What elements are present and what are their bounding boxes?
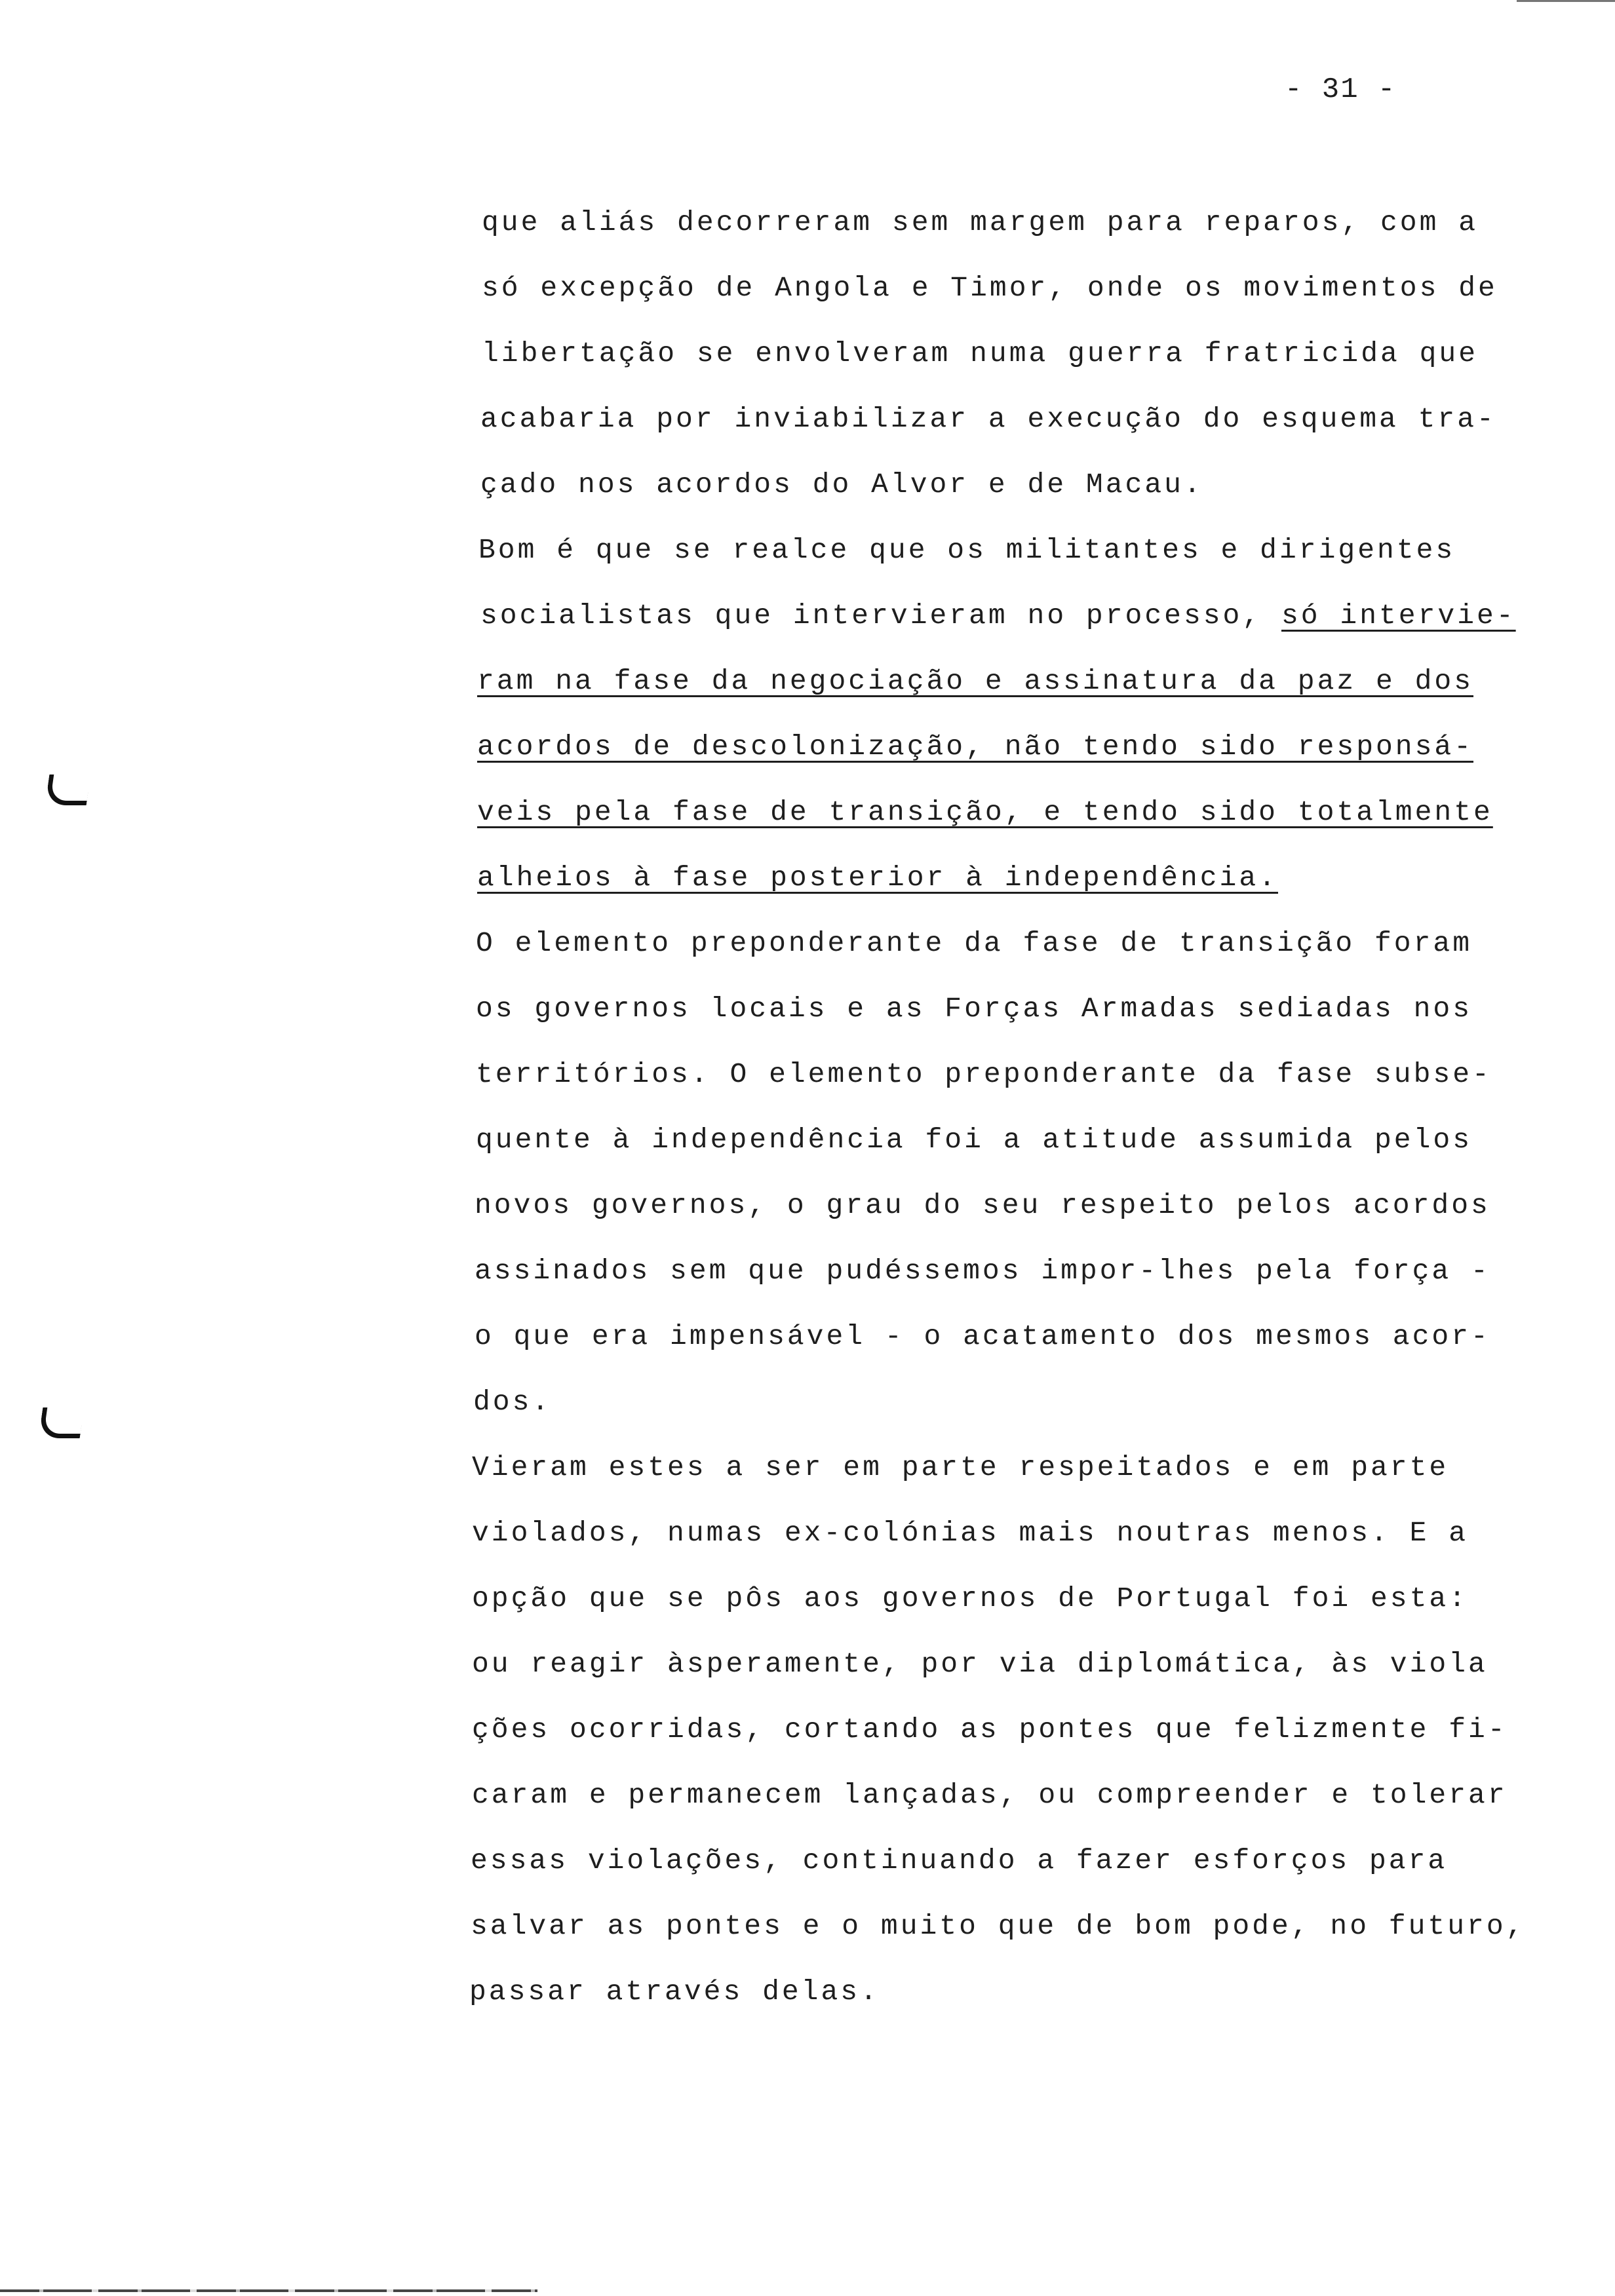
- underlined-text-line: alheios à fase posterior à independência.: [477, 862, 1278, 894]
- underlined-text-line: veis pela fase de transição, e tendo sido totalmente: [477, 796, 1493, 828]
- margin-hook-mark: [39, 1407, 85, 1438]
- text-line: que aliás decorreram sem margem para reparos, com a: [482, 206, 1479, 239]
- text-line: dos.: [473, 1386, 552, 1418]
- text-line: novos governos, o grau do seu respeito pelos acordos: [475, 1189, 1490, 1221]
- text-line: opção que se pôs aos governos de Portugal foi esta:: [472, 1582, 1469, 1615]
- text-line: territórios. O elemento preponderante da fase subse-: [476, 1058, 1492, 1090]
- text-line: ções ocorridas, cortando as pontes que felizmente fi-: [472, 1713, 1508, 1746]
- text-line: só excepção de Angola e Timor, onde os movimentos de: [482, 272, 1498, 304]
- margin-hook-mark: [45, 775, 91, 805]
- underlined-text-segment: só intervie-: [1281, 600, 1516, 632]
- text-line: quente à independência foi a atitude assumida pelos: [476, 1124, 1473, 1156]
- text-line: caram e permanecem lançadas, ou compreender e tolerar: [472, 1779, 1508, 1811]
- text-line: Vieram estes a ser em parte respeitados e em parte: [472, 1451, 1449, 1483]
- underlined-text-line: ram na fase da negociação e assinatura da paz e dos: [477, 665, 1474, 697]
- text-line: assinados sem que pudéssemos impor-lhes pela força -: [475, 1255, 1490, 1287]
- bottom-edge-scan-rule: [0, 2289, 537, 2292]
- text-line: Bom é que se realce que os militantes e dirigentes: [478, 534, 1456, 566]
- text-line: essas violações, continuando a fazer esforços para: [471, 1845, 1448, 1877]
- text-line: ou reagir àsperamente, por via diplomática, às viola: [472, 1648, 1488, 1680]
- text-segment: socialistas que intervieram no processo,: [480, 600, 1262, 632]
- text-line: salvar as pontes e o muito que de bom pode, no futuro,: [471, 1910, 1526, 1942]
- top-edge-rule: [1517, 0, 1615, 2]
- text-line: çado nos acordos do Alvor e de Macau.: [480, 469, 1203, 501]
- text-line: violados, numas ex-colónias mais noutras menos. E a: [472, 1517, 1469, 1549]
- text-line: passar através delas.: [469, 1976, 880, 2008]
- text-line: libertação se envolveram numa guerra fratricida que: [482, 337, 1479, 370]
- page-number: - 31 -: [1285, 73, 1397, 106]
- text-line: o que era impensável - o acatamento dos mesmos acor-: [475, 1320, 1490, 1352]
- text-line: [480, 602, 1516, 630]
- text-line: O elemento preponderante da fase de transição foram: [476, 927, 1473, 959]
- text-line: os governos locais e as Forças Armadas sediadas nos: [476, 993, 1473, 1025]
- text-line: acabaria por inviabilizar a execução do esquema tra-: [480, 403, 1496, 435]
- underlined-text-line: acordos de descolonização, não tendo sido responsá-: [477, 731, 1474, 763]
